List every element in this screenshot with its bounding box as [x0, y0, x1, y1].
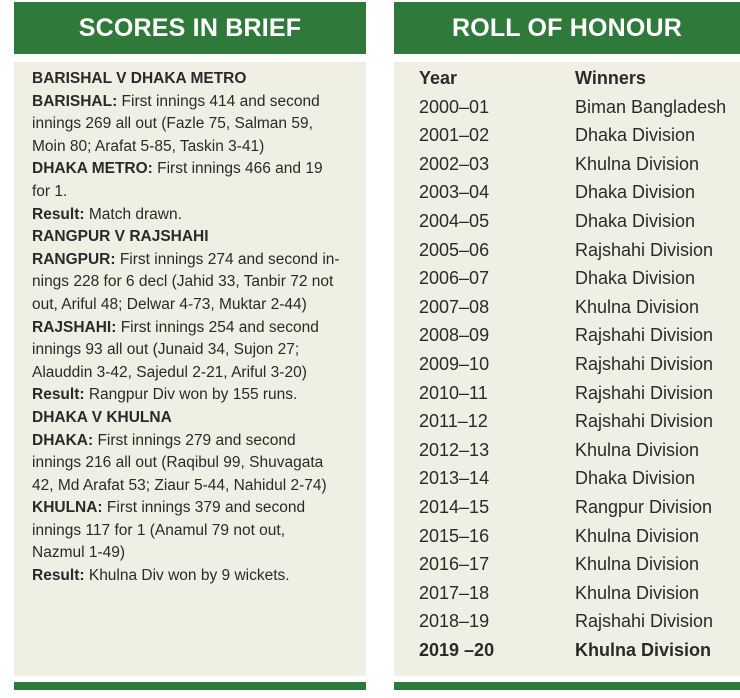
score-text: for 1. [32, 182, 68, 200]
score-line [32, 294, 356, 317]
season-year: 2014–15 [419, 496, 490, 517]
season-year: 2019 –20 [419, 639, 495, 660]
roll-row [394, 379, 740, 408]
roll-row [394, 636, 740, 665]
season-year: 2005–06 [419, 239, 490, 260]
score-text: First innings 254 and second [116, 318, 319, 336]
season-year: 2003–04 [419, 182, 490, 203]
score-text: innings 93 all out (Junaid 34, Sujon 27; [32, 341, 300, 359]
score-line [32, 91, 356, 114]
winner-name: Khulna Division [575, 153, 700, 174]
roll-header: ROLL OF HONOUR [394, 0, 740, 54]
score-text: nings 228 for 6 decl (Jahid 33, Tanbir 72 not [32, 273, 334, 291]
roll-row [394, 579, 740, 608]
season-year: 2006–07 [419, 268, 490, 289]
scores-list [14, 62, 366, 588]
season-year: 2010–11 [419, 382, 488, 403]
roll-row [394, 264, 740, 293]
match-title-text: RANGPUR V RAJSHAHI [32, 228, 209, 246]
roll-row [394, 293, 740, 322]
scores-in-brief-panel [14, 0, 366, 690]
score-text: Khulna Div won by 9 wickets. [84, 567, 290, 585]
score-text: Nazmul 1-49) [32, 544, 126, 562]
roll-of-honour-panel [394, 0, 740, 690]
winner-name: Rangpur Division [575, 496, 713, 517]
team-label: DHAKA: [32, 431, 94, 449]
season-year: 2007–08 [419, 296, 490, 317]
winner-name: Khulna Division [575, 639, 712, 660]
roll-table [394, 64, 740, 664]
score-text: 42, Md Arafat 53; Ziaur 5-44, Nahidul 2-74) [32, 476, 327, 494]
match-title-text: DHAKA V KHULNA [32, 408, 172, 426]
match-title-text: BARISHAL V DHAKA METRO [32, 70, 247, 87]
score-line [32, 475, 356, 498]
roll-row [394, 522, 740, 551]
score-line [32, 542, 356, 565]
score-line [32, 271, 356, 294]
match-title [32, 226, 356, 249]
roll-table-header [394, 64, 740, 93]
winner-name: Dhaka Division [575, 268, 696, 289]
score-line [32, 204, 356, 227]
winner-name: Rajshahi Division [575, 411, 714, 432]
score-line [32, 497, 356, 520]
scores-header: SCORES IN BRIEF [14, 0, 366, 54]
score-text: innings 269 all out (Fazle 75, Salman 59, [32, 115, 313, 133]
season-year: 2002–03 [419, 153, 490, 174]
winner-name: Khulna Division [575, 554, 700, 575]
match-title [32, 407, 356, 430]
score-text: Alauddin 3-42, Sajedul 2-21, Ariful 3-20) [32, 363, 307, 381]
score-text: Match drawn. [84, 205, 182, 223]
score-text: out, Ariful 48; Delwar 4-73, Muktar 2-44) [32, 295, 307, 313]
team-label: BARISHAL: [32, 92, 118, 110]
winner-name: Rajshahi Division [575, 325, 714, 346]
season-year: 2011–12 [419, 411, 488, 432]
score-line [32, 113, 356, 136]
roll-bottom-bar [394, 682, 740, 690]
season-year: 2001–02 [419, 125, 490, 146]
team-label: Result: [32, 386, 85, 404]
score-text: First innings 414 and second [117, 92, 320, 110]
winner-name: Biman Bangladesh [575, 96, 727, 117]
score-text: innings 216 all out (Raqibul 99, Shuvagata [32, 454, 324, 472]
winner-name: Rajshahi Division [575, 611, 714, 632]
roll-row [394, 464, 740, 493]
score-text: First innings 379 and second [102, 499, 306, 517]
winner-name: Khulna Division [575, 582, 700, 603]
score-line [32, 158, 356, 181]
score-line [32, 339, 356, 362]
season-year: 2004–05 [419, 210, 490, 231]
season-year: 2016–17 [419, 554, 490, 575]
season-year: 2009–10 [419, 353, 490, 374]
winner-name: Dhaka Division [575, 210, 696, 231]
team-label: KHULNA: [32, 499, 103, 517]
year-column-header: Year [419, 68, 458, 88]
roll-row [394, 236, 740, 265]
season-year: 2000–01 [419, 96, 490, 117]
season-year: 2018–19 [419, 611, 490, 632]
score-line [32, 249, 356, 272]
roll-row [394, 436, 740, 465]
scores-bottom-bar [14, 682, 366, 690]
winner-name: Rajshahi Division [575, 239, 714, 260]
scores-body [14, 62, 366, 676]
roll-row [394, 121, 740, 150]
score-text: Moin 80; Arafat 5-85, Taskin 3-41) [32, 137, 265, 155]
score-line [32, 430, 356, 453]
season-year: 2008–09 [419, 325, 490, 346]
winners-column-header: Winners [575, 68, 646, 88]
season-year: 2015–16 [419, 525, 490, 546]
roll-row [394, 178, 740, 207]
score-line [32, 362, 356, 385]
roll-row [394, 350, 740, 379]
score-line [32, 181, 356, 204]
roll-body [394, 62, 740, 676]
roll-row [394, 93, 740, 122]
score-line [32, 384, 356, 407]
season-year: 2012–13 [419, 439, 490, 460]
roll-row [394, 607, 740, 636]
team-label: RAJSHAHI: [32, 318, 117, 336]
score-line [32, 565, 356, 588]
score-text: First innings 279 and second [93, 431, 296, 449]
score-text: First innings 274 and second in- [115, 250, 340, 268]
score-line [32, 136, 356, 159]
winner-name: Khulna Division [575, 525, 700, 546]
match-title [32, 68, 356, 91]
score-line [32, 520, 356, 543]
winner-name: Dhaka Division [575, 125, 696, 146]
score-line [32, 452, 356, 475]
team-label: Result: [32, 567, 85, 585]
score-line [32, 317, 356, 340]
winner-name: Rajshahi Division [575, 353, 714, 374]
roll-row [394, 207, 740, 236]
roll-row [394, 321, 740, 350]
team-label: DHAKA METRO: [32, 160, 153, 178]
team-label: Result: [32, 205, 85, 223]
winner-name: Khulna Division [575, 296, 700, 317]
winner-name: Dhaka Division [575, 468, 696, 489]
score-text: Rangpur Div won by 155 runs. [84, 386, 298, 404]
team-label: RANGPUR: [32, 250, 116, 268]
season-year: 2017–18 [419, 582, 490, 603]
winner-name: Khulna Division [575, 439, 700, 460]
roll-row [394, 150, 740, 179]
winner-name: Rajshahi Division [575, 382, 714, 403]
roll-row [394, 407, 740, 436]
roll-row [394, 493, 740, 522]
roll-row [394, 550, 740, 579]
score-text: First innings 466 and 19 [152, 160, 323, 178]
winner-name: Dhaka Division [575, 182, 696, 203]
season-year: 2013–14 [419, 468, 490, 489]
score-text: innings 117 for 1 (Anamul 79 not out, [32, 521, 286, 539]
